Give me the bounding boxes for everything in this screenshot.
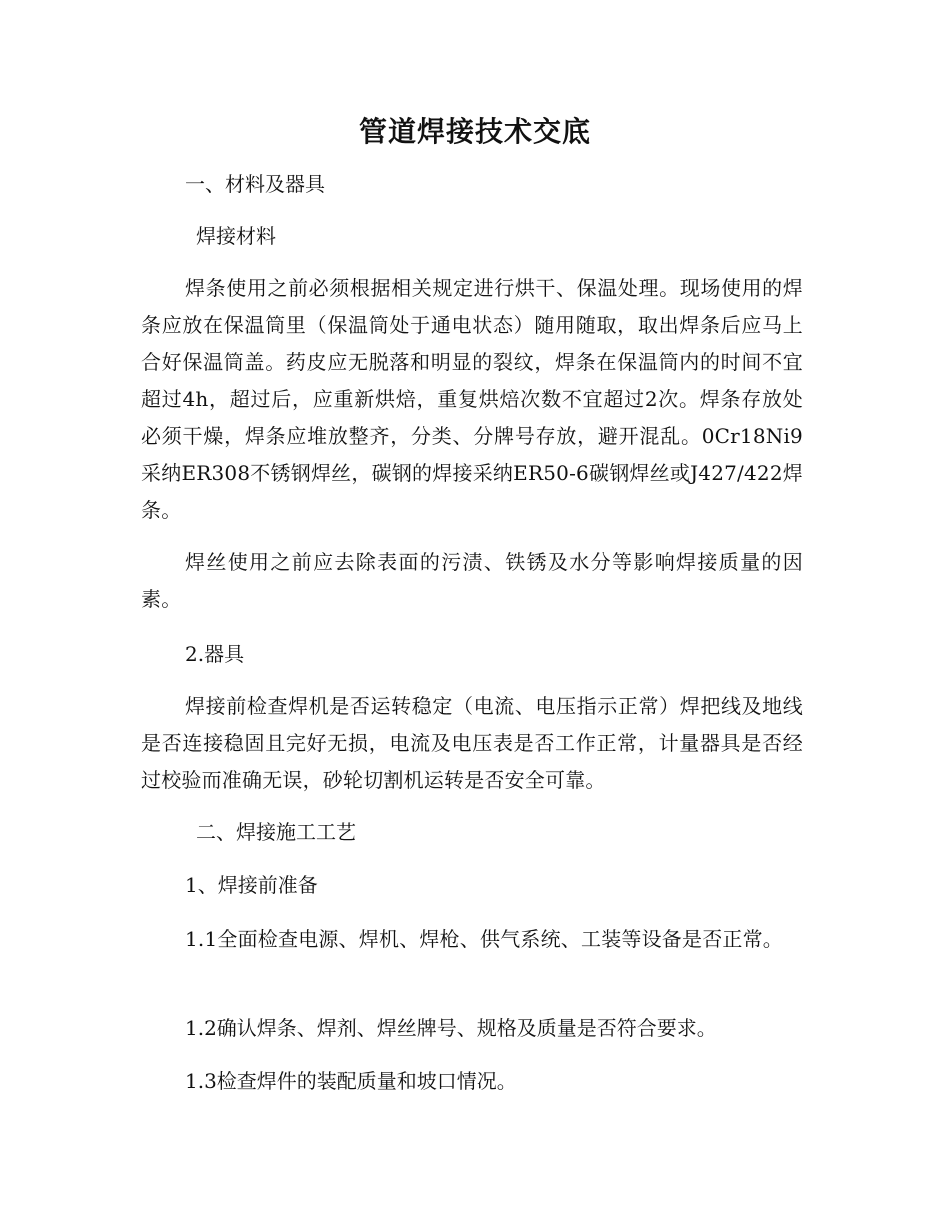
list-item-1-1: 1.1全面检查电源、焊机、焊枪、供气系统、工装等设备是否正常。 — [185, 927, 784, 951]
paragraph-electrodes: 焊条使用之前必须根据相关规定进行烘干、保温处理。现场使用的焊条应放在保温筒里（保温筒处于通电状态）随用随取，取出焊条后应马上合好保温筒盖。药皮应无脱落和明显的裂纹，焊条在保温筒内的时间不宜超过4h，超过后，应重新烘焙，重复烘焙次数不宜超过2次。焊条存放处必须干燥，焊条应堆放整齐，分类、分牌号存放，避开混乱。0Cr18Ni9采纳ER308不锈钢焊丝，碳钢的焊接采纳ER50-6碳钢焊丝或J427/422焊条。 — [141, 276, 803, 522]
document-title: 管道焊接技术交底 — [358, 115, 591, 148]
list-item-1-2: 1.2确认焊条、焊剂、焊丝牌号、规格及质量是否符合要求。 — [185, 1016, 717, 1040]
section-heading-process: 二、焊接施工工艺 — [196, 820, 356, 844]
subheading-welding-materials: 焊接材料 — [196, 224, 276, 248]
list-item-1-3: 1.3检查焊件的装配质量和坡口情况。 — [185, 1069, 517, 1093]
section-heading-materials: 一、材料及器具 — [185, 172, 325, 196]
subheading-preparation: 1、焊接前准备 — [185, 873, 318, 897]
paragraph-welding-wire: 焊丝使用之前应去除表面的污渍、铁锈及水分等影响焊接质量的因素。 — [141, 550, 803, 611]
paragraph-equipment: 焊接前检查焊机是否运转稳定（电流、电压指示正常）焊把线及地线是否连接稳固且完好无损，电流及电压表是否工作正常，计量器具是否经过校验而准确无误，砂轮切割机运转是否安全可靠。 — [141, 694, 803, 792]
subheading-equipment: 2.器具 — [185, 642, 245, 666]
